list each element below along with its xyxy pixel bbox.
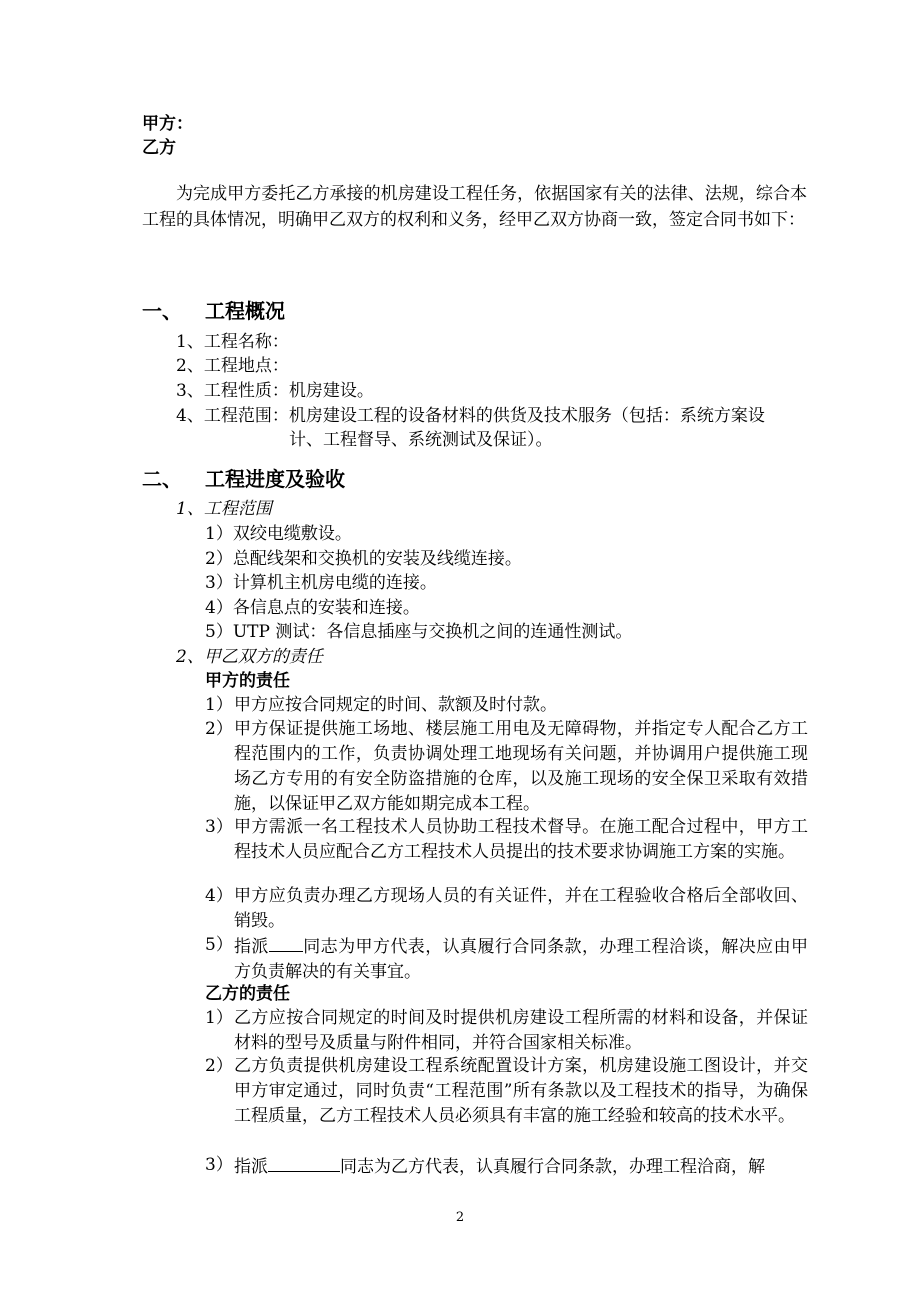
party-a-duties-title: 甲方的责任 — [205, 671, 290, 691]
section1-title: 工程概况 — [205, 299, 285, 323]
section1-item-4: 4、工程范围：机房建设工程的设备材料的供货及技术服务（包括：系统方案设 — [176, 406, 765, 426]
party-b-item-2-number: 2） — [205, 1056, 233, 1076]
party-b-item-1-number: 1） — [205, 1008, 233, 1028]
party-a-item-5-pre: 指派 — [234, 937, 269, 957]
section1-item-2: 2、工程地点： — [176, 356, 289, 376]
party-a-item-2-number: 2） — [205, 719, 233, 739]
section2-subtitle-duties: 2、甲乙双方的责任 — [176, 647, 323, 667]
party-b-label: 乙方 — [142, 138, 176, 158]
section1-item-4-cont: 计、工程督导、系统测试及保证）。 — [289, 430, 553, 450]
party-a-item-4-text: 甲方应负责办理乙方现场人员的有关证件，并在工程验收合格后全部收回、销毁。 — [234, 886, 808, 931]
section1-item-3: 3、工程性质：机房建设。 — [176, 381, 374, 401]
party-a-item-1-text: 甲方应按合同规定的时间、款额及时付款。 — [234, 695, 557, 715]
party-a-item-5-number: 5） — [205, 935, 233, 955]
party-a-item-2-text: 甲方保证提供施工场地、楼层施工用电及无障碍物，并指定专人配合乙方工程范围内的工作，负责协调处理工地现场有关问题，并协调用户提供施工现场乙方专用的有安全防盗措施的仓库，以及施工现场的安全保卫采取有效措施，以保证甲乙双方能如期完成本工程。 — [234, 719, 808, 814]
section2-title: 工程进度及验收 — [205, 467, 345, 491]
party-b-item-2-text: 乙方负责提供机房建设工程系统配置设计方案，机房建设施工图设计，并交甲方审定通过，同时负责“工程范围”所有条款以及工程技术的指导，为确保工程质量，乙方工程技术人员必须具有丰富的施工经验和较高的技术水平。 — [234, 1056, 808, 1126]
party-a-representative-blank — [269, 933, 303, 952]
scope-item-5: 5）UTP 测试：各信息插座与交换机之间的连通性测试。 — [205, 622, 633, 642]
party-a-label: 甲方： — [142, 114, 193, 134]
party-b-item-3-pre: 指派 — [234, 1157, 268, 1177]
scope-item-2: 2）总配线架和交换机的安装及线缆连接。 — [205, 549, 522, 569]
party-b-duties-title: 乙方的责任 — [205, 984, 290, 1004]
scope-item-4: 4）各信息点的安装和连接。 — [205, 598, 420, 618]
party-a-item-5 — [234, 933, 808, 985]
scope-item-3: 3）计算机主机房电缆的连接。 — [205, 573, 437, 593]
section1-number: 一、 — [142, 299, 182, 323]
party-a-item-1-number: 1） — [205, 695, 233, 715]
party-b-item-3 — [234, 1153, 808, 1180]
party-b-item-3-number: 3） — [205, 1155, 233, 1175]
section2-number: 二、 — [142, 467, 182, 491]
intro-paragraph: 为完成甲方委托乙方承接的机房建设工程任务，依据国家有关的法律、法规，综合本工程的具体情况，明确甲乙双方的权利和义务，经甲乙双方协商一致，签定合同书如下： — [142, 184, 807, 230]
party-b-item-1-text: 乙方应按合同规定的时间及时提供机房建设工程所需的材料和设备，并保证材料的型号及质量与附件相同，并符合国家相关标准。 — [234, 1008, 808, 1053]
party-a-item-4-number: 4） — [205, 886, 233, 906]
scope-item-1: 1）双绞电缆敷设。 — [205, 524, 352, 544]
section1-item-1: 1、工程名称： — [176, 332, 289, 352]
party-a-item-3-number: 3） — [205, 817, 233, 837]
page-number: 2 — [455, 1210, 465, 1225]
party-b-representative-blank — [268, 1153, 340, 1172]
party-b-item-3-post: 同志为乙方代表，认真履行合同条款，办理工程洽商，解 — [340, 1157, 765, 1177]
section2-subtitle-scope: 1、工程范围 — [176, 499, 272, 519]
party-a-item-5-post: 同志为甲方代表，认真履行合同条款，办理工程洽谈，解决应由甲方负责解决的有关事宜。 — [234, 937, 809, 982]
party-a-item-3-text: 甲方需派一名工程技术人员协助工程技术督导。在施工配合过程中，甲方工程技术人员应配合乙方工程技术人员提出的技术要求协调施工方案的实施。 — [234, 817, 808, 862]
